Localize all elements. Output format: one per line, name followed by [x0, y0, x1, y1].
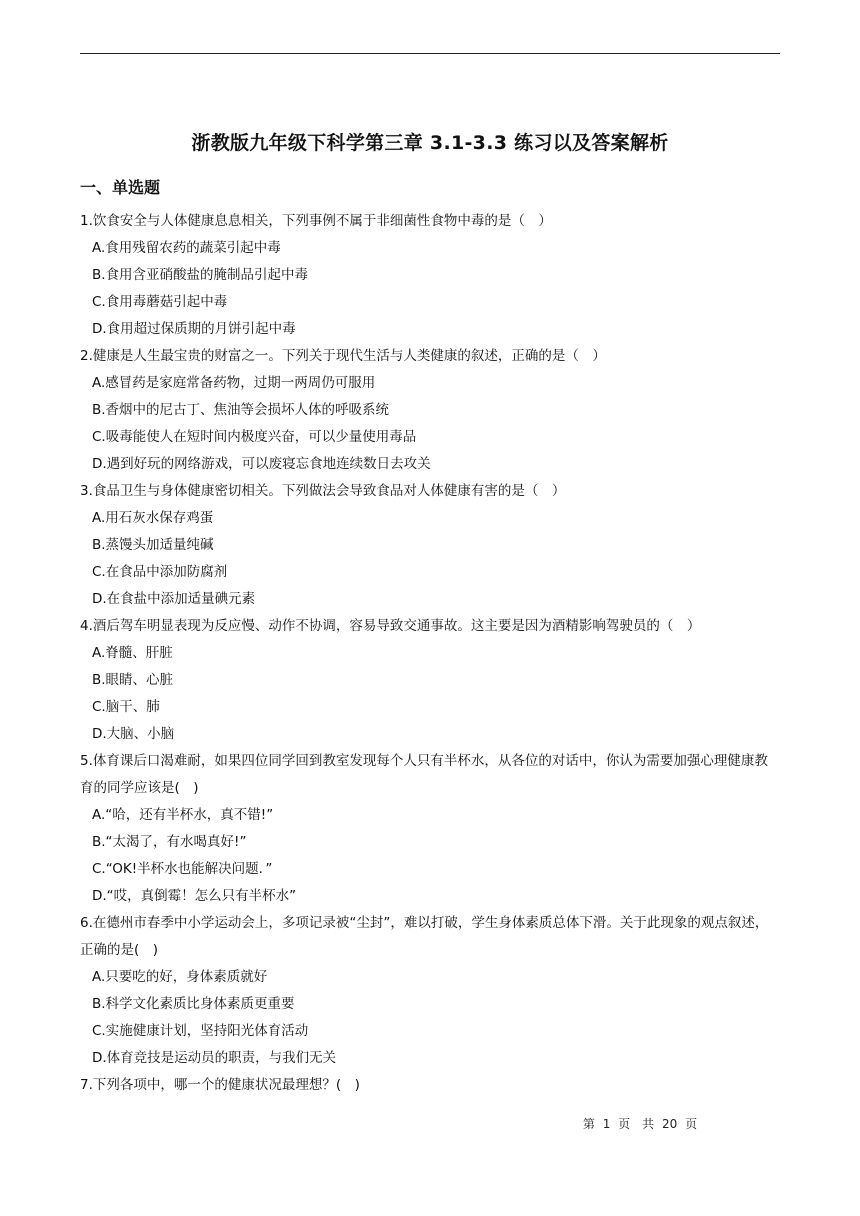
question-1: [80, 208, 780, 343]
question-5: [80, 748, 780, 910]
question-stem: 4.酒后驾车明显表现为反应慢、动作不协调，容易导致交通事故。这主要是因为酒精影响驾驶员的（ ）: [80, 618, 701, 634]
option-d: D.大脑、小脑: [92, 726, 175, 742]
option-d: D.食用超过保质期的月饼引起中毒: [92, 321, 296, 337]
option-b: B.眼睛、心脏: [92, 672, 174, 688]
page-number: [579, 1115, 701, 1132]
page-number-middle: 页 共: [618, 1117, 655, 1131]
option-a: A.脊髓、肝脏: [92, 645, 173, 661]
option-b: B.蒸馒头加适量纯碱: [92, 537, 214, 553]
option-d: D.遇到好玩的网络游戏，可以废寝忘食地连续数日去攻关: [92, 456, 431, 472]
question-6: [80, 910, 780, 1072]
option-d: D.在食盐中添加适量碘元素: [92, 591, 256, 607]
question-list: [80, 208, 780, 1099]
question-stem: 2.健康是人生最宝贵的财富之一。下列关于现代生活与人类健康的叙述，正确的是（ ）: [80, 348, 606, 364]
question-2: [80, 343, 780, 478]
question-3: [80, 478, 780, 613]
page-number-prefix: 第: [582, 1117, 595, 1131]
header-rule: [80, 53, 780, 54]
total-pages: 20: [662, 1117, 678, 1131]
section-heading: 一、单选题: [80, 178, 161, 197]
option-c: C.实施健康计划，坚持阳光体育活动: [92, 1023, 309, 1039]
option-a: A.“哈，还有半杯水，真不错!”: [92, 807, 274, 823]
question-stem: 5.体育课后口渴难耐，如果四位同学回到教室发现每个人只有半杯水，从各位的对话中，你认为需要加强心理健康教育的同学应该是( ): [80, 753, 768, 796]
option-d: D.“哎，真倒霉！怎么只有半杯水”: [92, 888, 297, 904]
option-c: C.食用毒蘑菇引起中毒: [92, 294, 228, 310]
option-b: B.食用含亚硝酸盐的腌制品引起中毒: [92, 267, 309, 283]
option-c: C.“OK!半杯水也能解决问题．”: [92, 861, 273, 877]
current-page: 1: [602, 1117, 611, 1131]
option-b: B.香烟中的尼古丁、焦油等会损坏人体的呼吸系统: [92, 402, 390, 418]
question-stem: 1.饮食安全与人体健康息息相关，下列事例不属于非细菌性食物中毒的是（ ）: [80, 213, 552, 229]
question-stem: 3.食品卫生与身体健康密切相关。下列做法会导致食品对人体健康有害的是（ ）: [80, 483, 566, 499]
page-footer: [0, 1115, 860, 1132]
document-title: 浙教版九年级下科学第三章 3.1-3.3 练习以及答案解析: [191, 132, 669, 154]
option-c: C.在食品中添加防腐剂: [92, 564, 228, 580]
option-a: A.只要吃的好，身体素质就好: [92, 969, 268, 985]
option-a: A.感冒药是家庭常备药物，过期一两周仍可服用: [92, 375, 376, 391]
option-a: A.食用残留农药的蔬菜引起中毒: [92, 240, 281, 256]
question-stem: 7.下列各项中，哪一个的健康状况最理想？( ): [80, 1077, 360, 1093]
option-b: B.科学文化素质比身体素质更重要: [92, 996, 295, 1012]
question-4: [80, 613, 780, 748]
option-b: B.“太渴了，有水喝真好!”: [92, 834, 247, 850]
option-c: C.吸毒能使人在短时间内极度兴奋，可以少量使用毒品: [92, 429, 417, 445]
page-number-suffix: 页: [685, 1117, 698, 1131]
option-c: C.脑干、肺: [92, 699, 160, 715]
option-a: A.用石灰水保存鸡蛋: [92, 510, 214, 526]
question-7: [80, 1072, 780, 1099]
option-d: D.体育竞技是运动员的职责，与我们无关: [92, 1050, 337, 1066]
question-stem: 6.在德州市春季中小学运动会上，多项记录被“尘封”，难以打破，学生身体素质总体下滑。关于此现象的观点叙述，正确的是( ): [80, 915, 769, 958]
